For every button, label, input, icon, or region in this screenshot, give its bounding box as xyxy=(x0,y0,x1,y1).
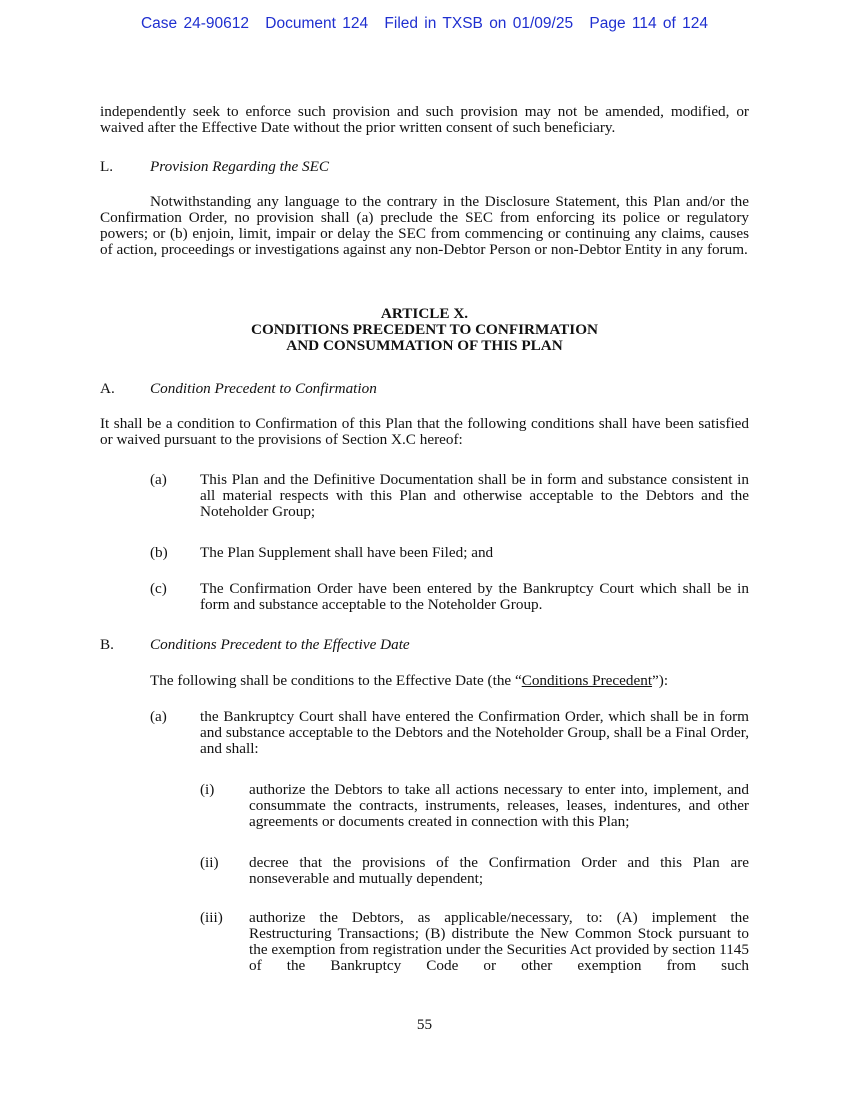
article-heading xyxy=(100,306,749,354)
subitem-ii-text: decree that the provisions of the Confirmation Order and this Plan are nonseverable and mutually dependent; xyxy=(249,854,749,887)
subitem-i-text: authorize the Debtors to take all actions necessary to enter into, implement, and consummate the contracts, instruments, releases, leases, indentures, and other agreements or documents created in connection with this Plan; xyxy=(249,781,749,830)
filing-header xyxy=(0,16,849,32)
section-a-item-a-text: This Plan and the Definitive Documentation shall be in form and substance consistent in all material respects with this Plan and otherwise acceptable to the Debtors and the Noteholder Group; xyxy=(200,471,749,520)
page-indicator: Page 114 of 124 xyxy=(589,15,709,32)
section-a-item-a-label: (a) xyxy=(150,471,167,488)
section-b-item-a-label: (a) xyxy=(150,708,167,725)
section-b-item-a-text: the Bankruptcy Court shall have entered the Confirmation Order, which shall be in form and substance acceptable to the Debtors and the Noteholder Group, shall be a Final Order, and shall: xyxy=(200,708,749,757)
case-number: Case 24-90612 xyxy=(140,15,249,32)
subitem-ii-label: (ii) xyxy=(200,854,219,871)
section-b-letter: B. xyxy=(100,636,114,653)
intro-paragraph: independently seek to enforce such provision and such provision may not be amended, modified, or waived after the Effective Date without the prior written consent of such beneficiary. xyxy=(100,103,749,136)
document-number: Document 124 xyxy=(265,15,369,32)
page-number: 55 xyxy=(416,1016,433,1033)
article-title-line-1: CONDITIONS PRECEDENT TO CONFIRMATION xyxy=(251,321,598,338)
subitem-iii-text: authorize the Debtors, as applicable/necessary, to: (A) implement the Restructuring Transactions; (B) distribute the New Common Stock pursuant to the exemption from registration under the Securities Act provided by section 1145 of the Bankruptcy Code or other exemption from such xyxy=(249,909,749,974)
section-a-item-b-text: The Plan Supplement shall have been Filed; and xyxy=(200,544,494,561)
section-a-item-c-text: The Confirmation Order have been entered by the Bankruptcy Court which shall be in form and substance acceptable to the Noteholder Group. xyxy=(200,580,749,613)
section-a-title: Condition Precedent to Confirmation xyxy=(150,380,377,397)
section-b-intro-end: ”): xyxy=(652,672,669,689)
section-l-title: Provision Regarding the SEC xyxy=(150,158,329,175)
section-b-title: Conditions Precedent to the Effective Date xyxy=(150,636,410,653)
section-a-item-c-label: (c) xyxy=(150,580,167,597)
subitem-iii-label: (iii) xyxy=(200,909,223,926)
section-a-intro: It shall be a condition to Confirmation of this Plan that the following conditions shall have been satisfied or waived pursuant to the provisions of Section X.C hereof: xyxy=(100,415,749,448)
subitem-i-label: (i) xyxy=(200,781,215,798)
section-b-intro-start: The following shall be conditions to the Effective Date (the “ xyxy=(150,672,522,689)
article-title-line-2: AND CONSUMMATION OF THIS PLAN xyxy=(286,337,563,354)
filed-date: Filed in TXSB on 01/09/25 xyxy=(384,15,574,32)
article-number: ARTICLE X. xyxy=(380,305,469,322)
section-l-body: Notwithstanding any language to the contrary in the Disclosure Statement, this Plan and/or the Confirmation Order, no provision shall (a) preclude the SEC from enforcing its police or regulatory powers; or (b) enjoin, limit, impair or delay the SEC from commencing or continuing any claims, causes of action, proceedings or investigations against any non-Debtor Person or non-Debtor Entity in any forum. xyxy=(100,193,749,258)
section-l-letter: L. xyxy=(100,158,114,175)
section-a-letter: A. xyxy=(100,380,115,397)
section-a-item-b-label: (b) xyxy=(150,544,168,561)
defined-term-conditions-precedent: Conditions Precedent xyxy=(521,672,653,689)
section-b-intro xyxy=(150,673,749,689)
